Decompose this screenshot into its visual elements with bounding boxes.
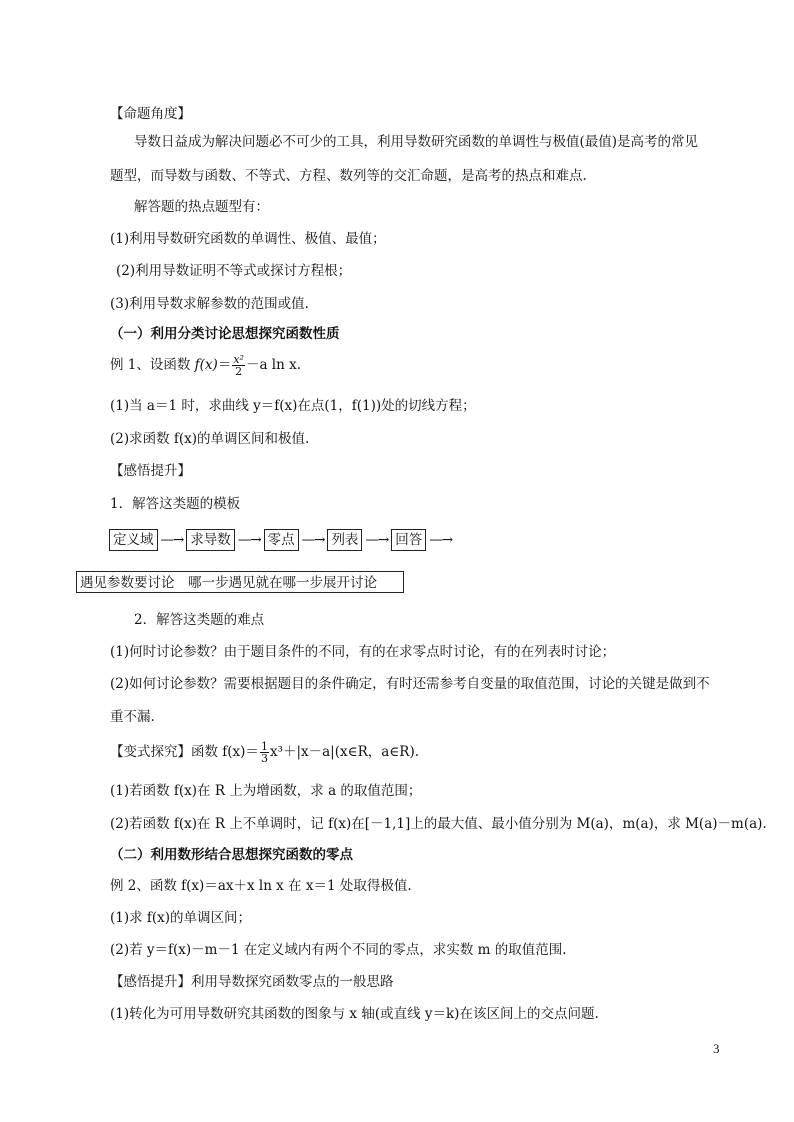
example-1-fx: f(x) — [194, 357, 218, 373]
example-1-eq: ＝ — [217, 357, 232, 373]
list-item-2: (2)利用导数证明不等式或探讨方程根； — [116, 263, 352, 279]
solution-flowchart — [109, 528, 455, 552]
difficulty-point-1: (1)何时讨论参数？由于题目条件的不同，有的在求零点时讨论，有的在列表时讨论； — [110, 644, 616, 660]
variant-rest: x³＋|x－a|(x∈R，a∈R). — [269, 744, 420, 760]
flow-arrow-icon: —→ — [237, 532, 261, 548]
variant-prefix: 【变式探究】函数 f(x)＝ — [110, 744, 259, 760]
flow-step-derivative: 求导数 — [186, 529, 235, 551]
example-1-question-1: (1)当 a＝1 时，求曲线 y＝f(x)在点(1，f(1))处的切线方程； — [110, 398, 476, 414]
flow-step-table: 列表 — [327, 529, 362, 551]
difficulty-heading: 2．解答这类题的难点 — [134, 612, 265, 628]
fraction-numerator: x² — [233, 353, 244, 366]
section-title-insight: 【感悟提升】 — [110, 463, 191, 479]
heading-part-two: （二）利用数形结合思想探究函数的零点 — [110, 847, 353, 863]
difficulty-point-2-line1: (2)如何讨论参数？需要根据题目的条件确定，有时还需参考自变量的取值范围，讨论的关键是做到不 — [110, 676, 710, 692]
example-1-rest: －a ln x. — [245, 357, 302, 373]
example-2-statement: 例 2、函数 f(x)＝ax＋x ln x 在 x＝1 处取得极值. — [110, 878, 412, 894]
flow-arrow-icon: —→ — [429, 532, 453, 548]
flow-step-zeros: 零点 — [264, 529, 299, 551]
example-1-fraction — [232, 354, 245, 377]
list-item-1: (1)利用导数研究函数的单调性、极值、最值； — [110, 231, 386, 247]
example-1-statement — [110, 354, 301, 377]
paragraph-intro-line2: 题型，而导数与函数、不等式、方程、数列等的交汇命题，是高考的热点和难点. — [110, 168, 587, 184]
flow-arrow-icon: —→ — [160, 532, 184, 548]
example-1-prefix: 例 1、设函数 — [110, 357, 195, 373]
template-heading: 1．解答这类题的模板 — [110, 496, 241, 512]
heading-part-one: （一）利用分类讨论思想探究函数性质 — [110, 326, 340, 342]
list-item-3: (3)利用导数求解参数的范围或值. — [110, 296, 309, 312]
variant-question-2: (2)若函数 f(x)在 R 上不单调时，记 f(x)在[－1,1]上的最大值、最小值分别为 M(a)，m(a)，求 M(a)－m(a). — [110, 816, 767, 832]
example-2-question-1: (1)求 f(x)的单调区间； — [110, 910, 252, 926]
variant-fraction — [260, 741, 269, 764]
zero-method-point-1: (1)转化为可用导数研究其函数的图象与 x 轴(或直线 y＝k)在该区间上的交点问题. — [110, 1006, 599, 1022]
paragraph-intro-line1: 导数日益成为解决问题必不可少的工具，利用导数研究函数的单调性与极值(最值)是高考的常见 — [134, 134, 699, 150]
section-title-proposition-angle: 【命题角度】 — [110, 106, 191, 122]
variant-statement — [110, 741, 419, 764]
difficulty-point-2-line2: 重不漏. — [110, 709, 155, 725]
page-number: 3 — [713, 1041, 720, 1056]
fraction-denominator: 3 — [260, 752, 268, 765]
paragraph-hot-topics: 解答题的热点题型有： — [134, 199, 269, 215]
parameter-note-box: 遇见参数要讨论 哪一步遇见就在哪一步展开讨论 — [76, 571, 404, 593]
example-2-question-2: (2)若 y＝f(x)－m－1 在定义域内有两个不同的零点，求实数 m 的取值范围. — [110, 942, 567, 958]
example-1-question-2: (2)求函数 f(x)的单调区间和极值. — [110, 431, 310, 447]
fraction-denominator: 2 — [235, 365, 243, 378]
flow-arrow-icon: —→ — [301, 532, 325, 548]
flow-step-answer: 回答 — [391, 529, 426, 551]
variant-question-1: (1)若函数 f(x)在 R 上为增函数，求 a 的取值范围； — [110, 783, 422, 799]
flow-step-domain: 定义域 — [109, 529, 158, 551]
fraction-numerator: 1 — [260, 740, 268, 753]
section-title-zero-method: 【感悟提升】利用导数探究函数零点的一般思路 — [110, 974, 394, 990]
flow-arrow-icon: —→ — [365, 532, 389, 548]
